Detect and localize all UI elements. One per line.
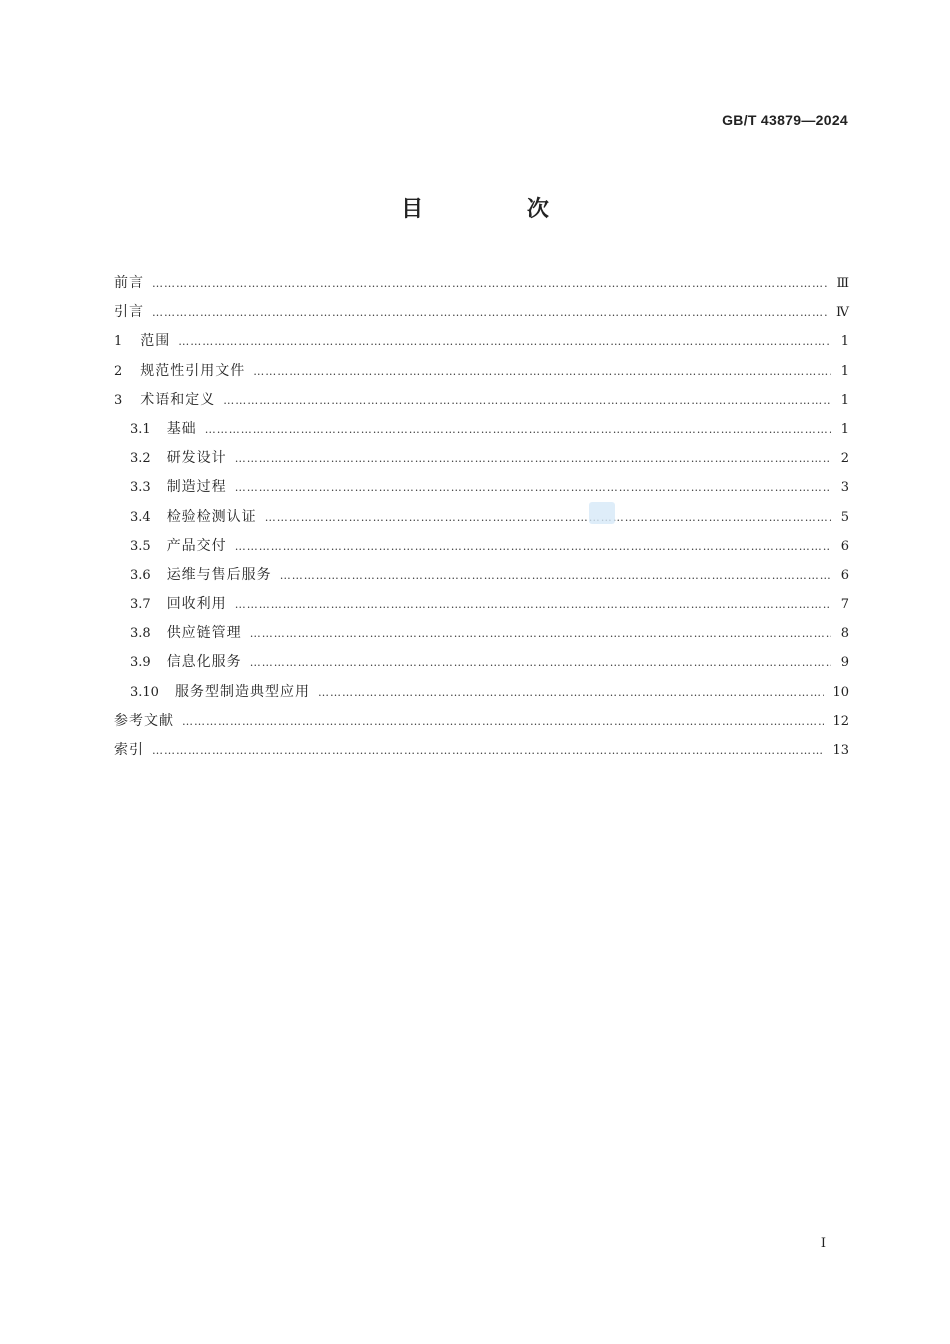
toc-entry-label: 供应链管理 xyxy=(166,625,242,642)
toc-entry-number: 3.5 xyxy=(130,538,151,554)
toc-entry-3-4[interactable] xyxy=(114,503,849,532)
toc-entry-label: 回收利用 xyxy=(166,596,227,613)
toc-entry-3-5[interactable] xyxy=(114,532,849,561)
toc-entry-page: 2 xyxy=(840,451,849,467)
toc-leader-dots xyxy=(265,503,831,532)
toc-entry-3-2[interactable] xyxy=(114,444,849,473)
toc-entry-number: 1 xyxy=(114,334,123,350)
toc-entry-label: 服务型制造典型应用 xyxy=(174,683,310,700)
toc-entry-number: 2 xyxy=(114,363,123,379)
toc-entry-number: 3.9 xyxy=(130,655,151,671)
toc-entry-page: 1 xyxy=(840,421,849,437)
toc-leader-dots xyxy=(182,707,824,736)
toc-entry-label: 制造过程 xyxy=(166,479,227,496)
toc-leader-dots xyxy=(152,298,828,327)
toc-entry-number: 3.3 xyxy=(130,480,151,496)
toc-entry-index[interactable] xyxy=(114,736,849,765)
table-of-contents xyxy=(114,269,849,765)
toc-entry-label: 索引 xyxy=(114,742,144,758)
page-number: I xyxy=(820,1236,826,1251)
toc-leader-dots xyxy=(205,415,831,444)
standard-code: GB/T 43879—2024 xyxy=(722,112,848,128)
toc-entry-page: 9 xyxy=(840,655,849,671)
toc-entry-page: 5 xyxy=(840,509,849,525)
toc-entry-page: 6 xyxy=(840,538,849,554)
toc-entry-label: 引言 xyxy=(114,304,144,321)
toc-leader-dots xyxy=(250,619,831,648)
toc-entry-number: 3.10 xyxy=(130,684,159,700)
toc-entry-page: 12 xyxy=(832,713,849,729)
toc-leader-dots xyxy=(253,357,831,386)
toc-entry-page: 7 xyxy=(840,597,849,613)
toc-entry-number: 3.7 xyxy=(130,597,151,613)
toc-entry-label: 研发设计 xyxy=(166,450,227,467)
toc-entry-2[interactable] xyxy=(114,357,849,386)
toc-entry-foreword[interactable] xyxy=(114,269,849,298)
toc-leader-dots xyxy=(152,736,824,765)
toc-entry-number: 3.6 xyxy=(130,567,151,583)
toc-entry-number: 3.2 xyxy=(130,451,151,467)
toc-leader-dots xyxy=(152,269,828,298)
toc-entry-page: 6 xyxy=(840,567,849,583)
toc-entry-page: 1 xyxy=(840,363,849,379)
watermark-mark xyxy=(589,502,615,524)
toc-entry-label: 规范性引用文件 xyxy=(140,362,246,379)
toc-entry-page: 10 xyxy=(832,684,849,700)
toc-entry-label: 前言 xyxy=(114,275,144,291)
toc-entry-number: 3.1 xyxy=(130,421,151,437)
toc-entry-label: 术语和定义 xyxy=(140,391,216,408)
toc-entry-3-7[interactable] xyxy=(114,590,849,619)
toc-entry-introduction[interactable] xyxy=(114,298,849,327)
toc-entry-page: 1 xyxy=(840,392,849,408)
toc-leader-dots xyxy=(235,590,831,619)
toc-entry-label: 参考文献 xyxy=(114,712,174,729)
toc-entry-label: 信息化服务 xyxy=(166,654,242,671)
toc-entry-3-3[interactable] xyxy=(114,473,849,502)
toc-entry-3-6[interactable] xyxy=(114,561,849,590)
toc-entry-number: 3.8 xyxy=(130,626,151,642)
toc-leader-dots xyxy=(235,532,831,561)
toc-leader-dots xyxy=(280,561,831,590)
toc-leader-dots xyxy=(235,444,831,473)
page-title: 目 次 xyxy=(401,197,597,222)
toc-entry-number: 3 xyxy=(114,392,123,408)
toc-entry-label: 范围 xyxy=(140,333,171,350)
toc-entry-3-10[interactable] xyxy=(114,678,849,707)
toc-entry-3[interactable] xyxy=(114,386,849,415)
toc-entry-page: 1 xyxy=(840,334,849,350)
toc-entry-1[interactable] xyxy=(114,327,849,356)
toc-entry-page: 3 xyxy=(840,480,849,496)
toc-entry-page: Ⅲ xyxy=(836,276,849,291)
toc-entry-label: 检验检测认证 xyxy=(166,508,257,525)
toc-entry-3-1[interactable] xyxy=(114,415,849,444)
toc-entry-3-8[interactable] xyxy=(114,619,849,648)
toc-entry-number: 3.4 xyxy=(130,509,151,525)
toc-entry-page: 8 xyxy=(840,626,849,642)
toc-entry-3-9[interactable] xyxy=(114,648,849,677)
toc-leader-dots xyxy=(318,678,825,707)
toc-entry-page: Ⅳ xyxy=(836,305,849,321)
toc-entry-page: 13 xyxy=(832,743,849,758)
toc-entry-label: 运维与售后服务 xyxy=(166,566,272,583)
toc-leader-dots xyxy=(223,386,831,415)
toc-entry-label: 产品交付 xyxy=(166,537,227,554)
toc-entry-label: 基础 xyxy=(166,420,197,437)
toc-entry-bibliography[interactable] xyxy=(114,707,849,736)
toc-leader-dots xyxy=(178,327,831,356)
toc-leader-dots xyxy=(235,473,831,502)
toc-leader-dots xyxy=(250,648,831,677)
